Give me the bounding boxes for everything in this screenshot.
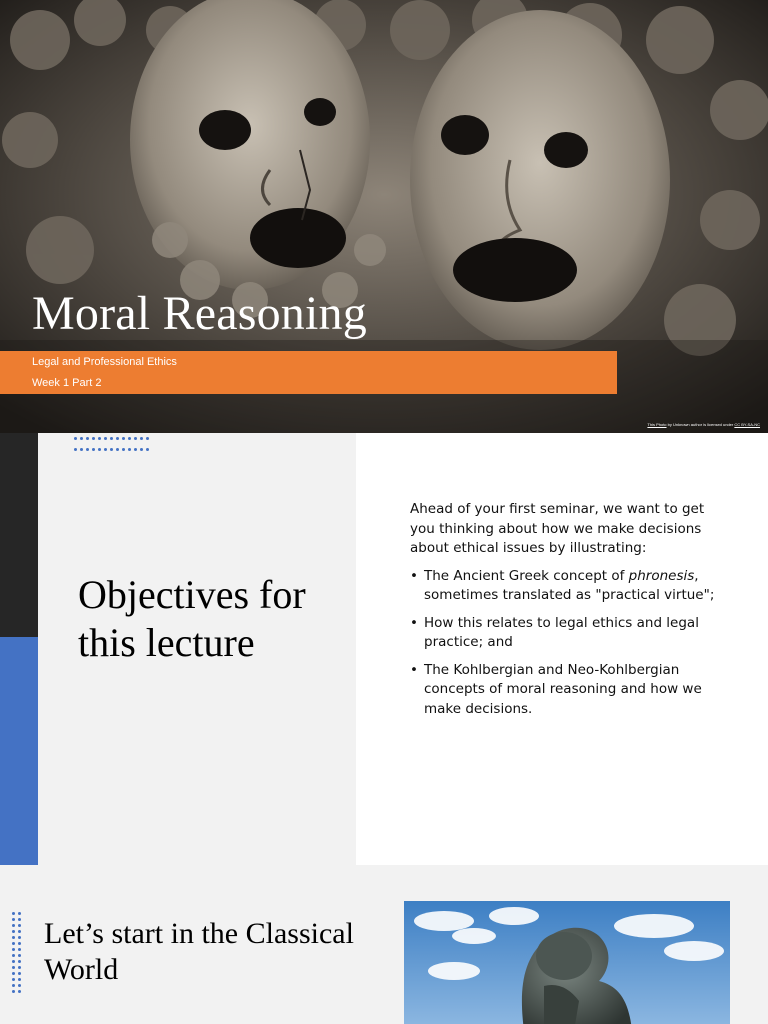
dot [18,978,21,981]
dot [18,936,21,939]
photo-credit [647,422,760,427]
objectives-title: Objectives for this lecture [78,572,306,665]
dot [18,960,21,963]
dot [122,448,125,451]
dot [12,936,15,939]
dot [18,948,21,951]
dot [134,448,137,451]
dot [12,912,15,915]
week-part: Week 1 Part 2 [32,377,102,389]
dot [18,942,21,945]
dot [80,448,83,451]
dot [110,448,113,451]
dot [92,437,95,440]
dot [98,448,101,451]
dot [18,972,21,975]
dot [18,954,21,957]
license-link[interactable]: CC BY-SA-NC [734,422,760,427]
objective-item: • The Ancient Greek concept of phronesis, sometimes translated as "practical virtue"; [410,567,715,603]
dot [18,924,21,927]
dot [12,960,15,963]
dot [86,437,89,440]
dark-accent-bar [0,433,38,637]
classical-world-slide [0,865,768,1024]
dot [104,437,107,440]
course-name: Legal and Professional Ethics [32,356,177,368]
dot [12,942,15,945]
objectives-list [410,567,730,720]
photo-credit-link[interactable]: This Photo [647,422,667,427]
dot [12,924,15,927]
bullet-icon: • [410,614,418,631]
dot [12,978,15,981]
dot [104,448,107,451]
dot [12,918,15,921]
dot-pattern [12,912,21,993]
dot [128,437,131,440]
dot [18,984,21,987]
phronesis-term: phronesis [628,567,695,584]
photo-credit-text: by Unknown author is licensed under [666,422,735,427]
dot [110,437,113,440]
objective-item: • How this relates to legal ethics and legal practice; and [410,614,699,650]
dot [12,948,15,951]
dot [116,448,119,451]
title-slide [0,0,768,433]
thinker-statue-photo [404,901,730,1024]
dot [140,437,143,440]
objectives-slide [0,433,768,865]
classical-world-title: Let’s start in the Classical World [44,917,354,986]
dot [92,448,95,451]
dot [12,984,15,987]
objectives-intro: Ahead of your first seminar, we want to get you thinking about how we make decisions about ethical issues by illustrating: [410,501,705,556]
bullet-icon: • [410,661,418,678]
dot [98,437,101,440]
dot [116,437,119,440]
dot [128,448,131,451]
dot [74,437,77,440]
slide-title: Moral Reasoning [32,287,367,340]
dot [74,448,77,451]
dot [12,990,15,993]
dot [18,930,21,933]
blue-accent-bar [0,637,38,865]
dot [122,437,125,440]
dot [86,448,89,451]
dot [134,437,137,440]
dot [12,966,15,969]
bullet-icon: • [410,567,418,584]
dot [140,448,143,451]
dot [80,437,83,440]
dot [12,930,15,933]
dot [12,954,15,957]
dot [146,448,149,451]
objectives-body [410,500,730,727]
dot [18,912,21,915]
dot [18,966,21,969]
dot [18,990,21,993]
objective-item: • The Kohlbergian and Neo-Kohlbergian concepts of moral reasoning and how we make decisions. [410,661,702,717]
dot [12,972,15,975]
dot [146,437,149,440]
dot-pattern [74,437,149,451]
dot [18,918,21,921]
